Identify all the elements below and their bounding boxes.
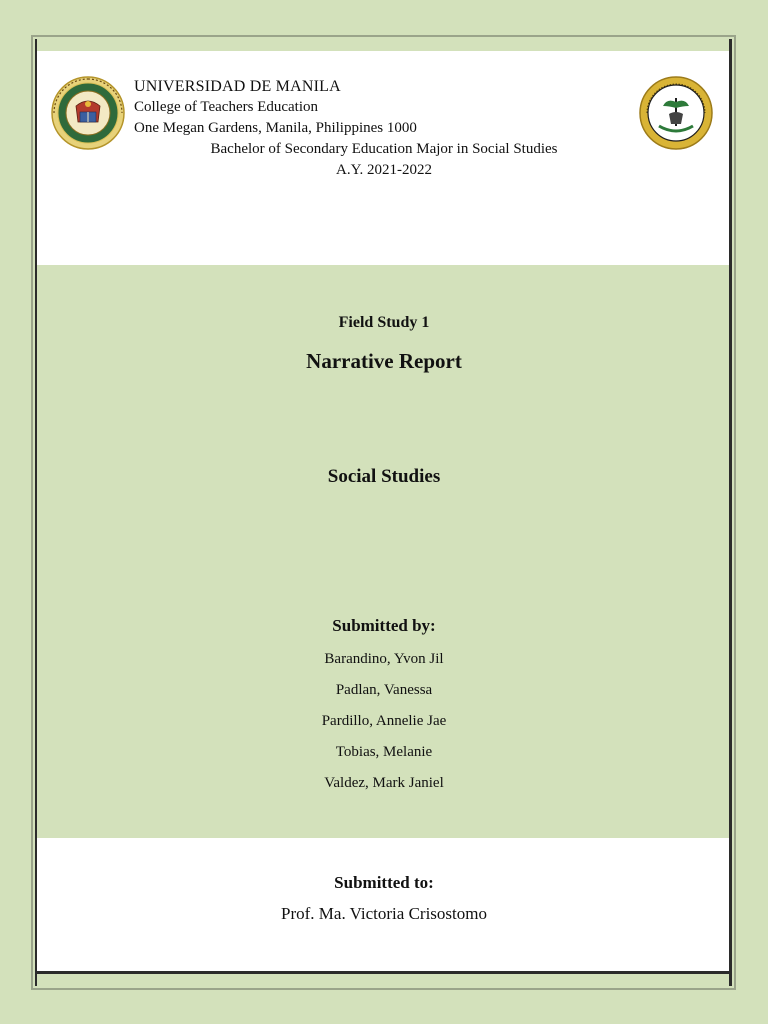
submitted-to-label: Submitted to:: [334, 873, 434, 892]
report-title: Narrative Report: [306, 349, 462, 373]
academic-year: A.Y. 2021-2022: [336, 162, 432, 178]
member-name: Pardillo, Annelie Jae: [321, 713, 447, 729]
professor-name: Prof. Ma. Victoria Crisostomo: [281, 904, 487, 923]
member-name: Valdez, Mark Janiel: [324, 775, 444, 791]
college-name: College of Teachers Education: [134, 99, 319, 115]
institution-header: [134, 76, 654, 139]
university-address: One Megan Gardens, Manila, Philippines 1000: [134, 120, 417, 136]
university-name: UNIVERSIDAD DE MANILA: [134, 78, 341, 95]
page-inner-border: [35, 39, 732, 986]
member-name: Barandino, Yvon Jil: [324, 651, 444, 667]
member-name: Tobias, Melanie: [335, 744, 433, 760]
submitted-by-label: Submitted by:: [332, 616, 436, 635]
member-name: Padlan, Vanessa: [335, 682, 433, 698]
program-name: Bachelor of Secondary Education Major in Social Studies: [210, 141, 558, 157]
bottom-border-line: [35, 971, 732, 974]
subject-title: Social Studies: [327, 466, 441, 487]
course-label: Field Study 1: [338, 314, 430, 331]
